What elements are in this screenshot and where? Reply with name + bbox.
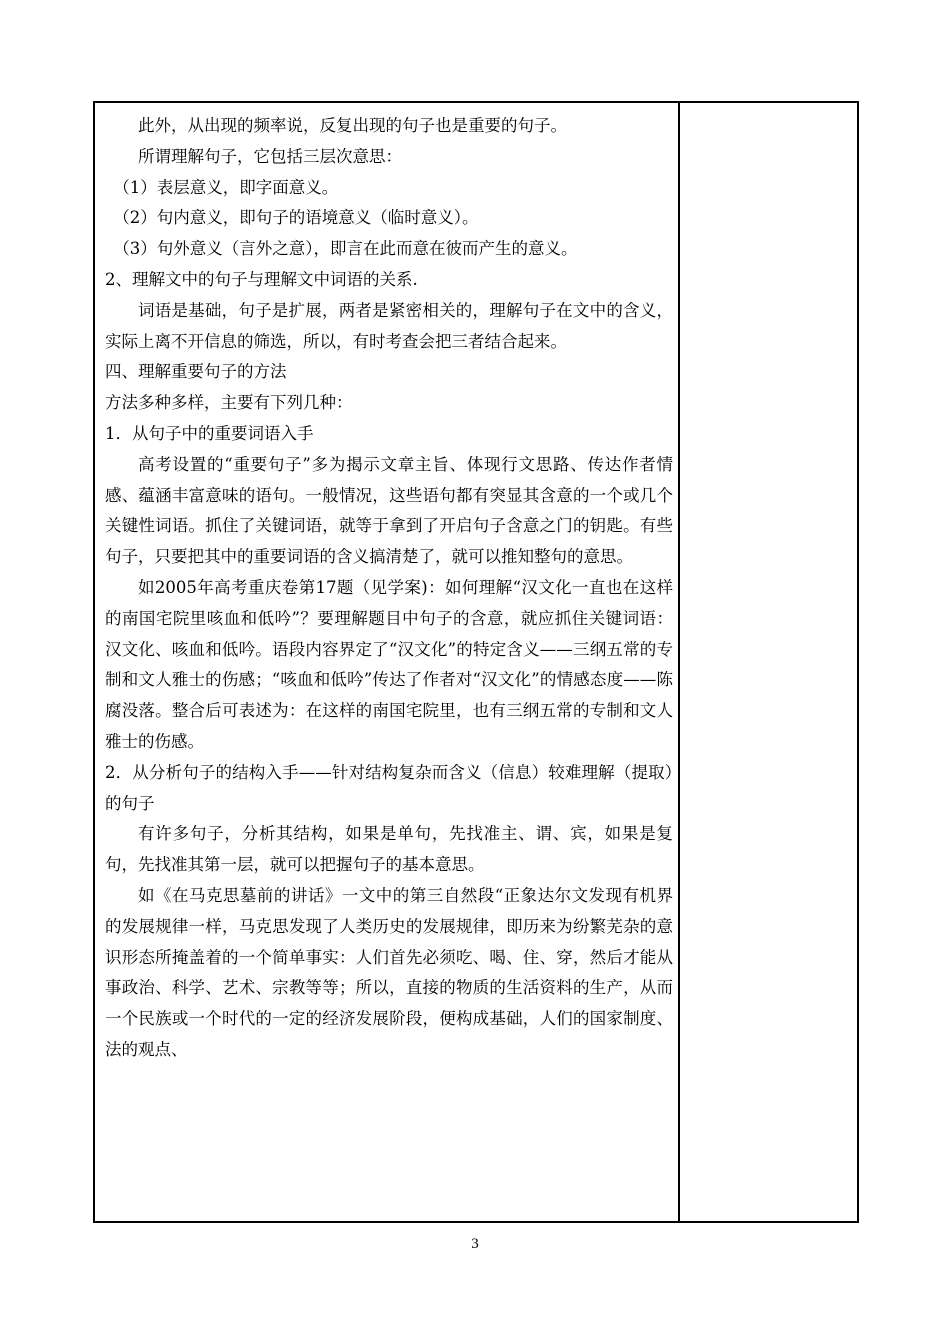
paragraph: 如《在马克思墓前的讲话》一文中的第三自然段“正象达尔文发现有机界的发展规律一样，马克思发现了人类历史的发展规律，即历来为纷繁芜杂的意识形态所掩盖着的一个简单事实：人们首先必须吃、喝、住、穿，然后才能从事政治、科学、艺术、宗教等等；所以，直接的物质的生活资料的生产，从而一个民族或一个时代的一定的经济发展阶段，便构成基础，人们的国家制度、法的观点、 bbox=[105, 885, 673, 1059]
paragraph: 词语是基础，句子是扩展，两者是紧密相关的，理解句子在文中的含义，实际上离不开信息的筛选，所以，有时考查会把三者结合起来。 bbox=[105, 300, 673, 351]
paragraph: 如2005年高考重庆卷第17题（见学案)：如何理解“汉文化一直也在这样的南国宅院里咳血和低吟”？要理解题目中句子的含意，就应抓住关键词语：汉文化、咳血和低吟。语段内容界定了“汉文化”的特定含义——三纲五常的专制和文人雅士的伤感；“咳血和低吟”传达了作者对“汉文化”的情感态度——陈腐没落。整合后可表述为：在这样的南国宅院里，也有三纲五常的专制和文人雅士的伤感。 bbox=[105, 577, 673, 751]
content-table bbox=[93, 101, 859, 1223]
page-number: 3 bbox=[471, 1236, 479, 1252]
paragraph: 所谓理解句子，它包括三层次意思： bbox=[138, 146, 402, 166]
paragraph: 此外，从出现的频率说，反复出现的句子也是重要的句子。 bbox=[138, 116, 567, 135]
section-heading: 1．从句子中的重要词语入手 bbox=[105, 423, 314, 443]
section-heading: 2．从分析句子的结构入手——针对结构复杂而含义（信息）较难理解（提取）的句子 bbox=[105, 762, 673, 813]
paragraph: 高考设置的“重要句子”多为揭示文章主旨、体现行文思路、传达作者情感、蕴涵丰富意味的语句。一般情况，这些语句都有突显其含意的一个或几个关键性词语。抓住了关键词语，就等于拿到了开启句子含意之门的钥匙。有些句子，只要把其中的重要词语的含义搞清楚了，就可以推知整句的意思。 bbox=[105, 454, 673, 567]
paragraph: 有许多句子，分析其结构，如果是单句，先找准主、谓、宾，如果是复句，先找准其第一层，就可以把握句子的基本意思。 bbox=[105, 824, 673, 875]
section-heading: 四、理解重要句子的方法 bbox=[105, 362, 287, 382]
paragraph: （3）句外意义（言外之意），即言在此而意在彼而产生的意义。 bbox=[113, 239, 578, 259]
paragraph: （1）表层意义，即字面意义。 bbox=[113, 177, 339, 197]
paragraph: 方法多种多样，主要有下列几种： bbox=[105, 393, 353, 413]
main-text-cell bbox=[105, 111, 673, 1066]
paragraph: （2）句内意义，即句子的语境意义（临时意义）。 bbox=[113, 208, 479, 228]
column-divider bbox=[678, 103, 680, 1221]
section-heading: 2、理解文中的句子与理解文中词语的关系. bbox=[105, 269, 418, 289]
